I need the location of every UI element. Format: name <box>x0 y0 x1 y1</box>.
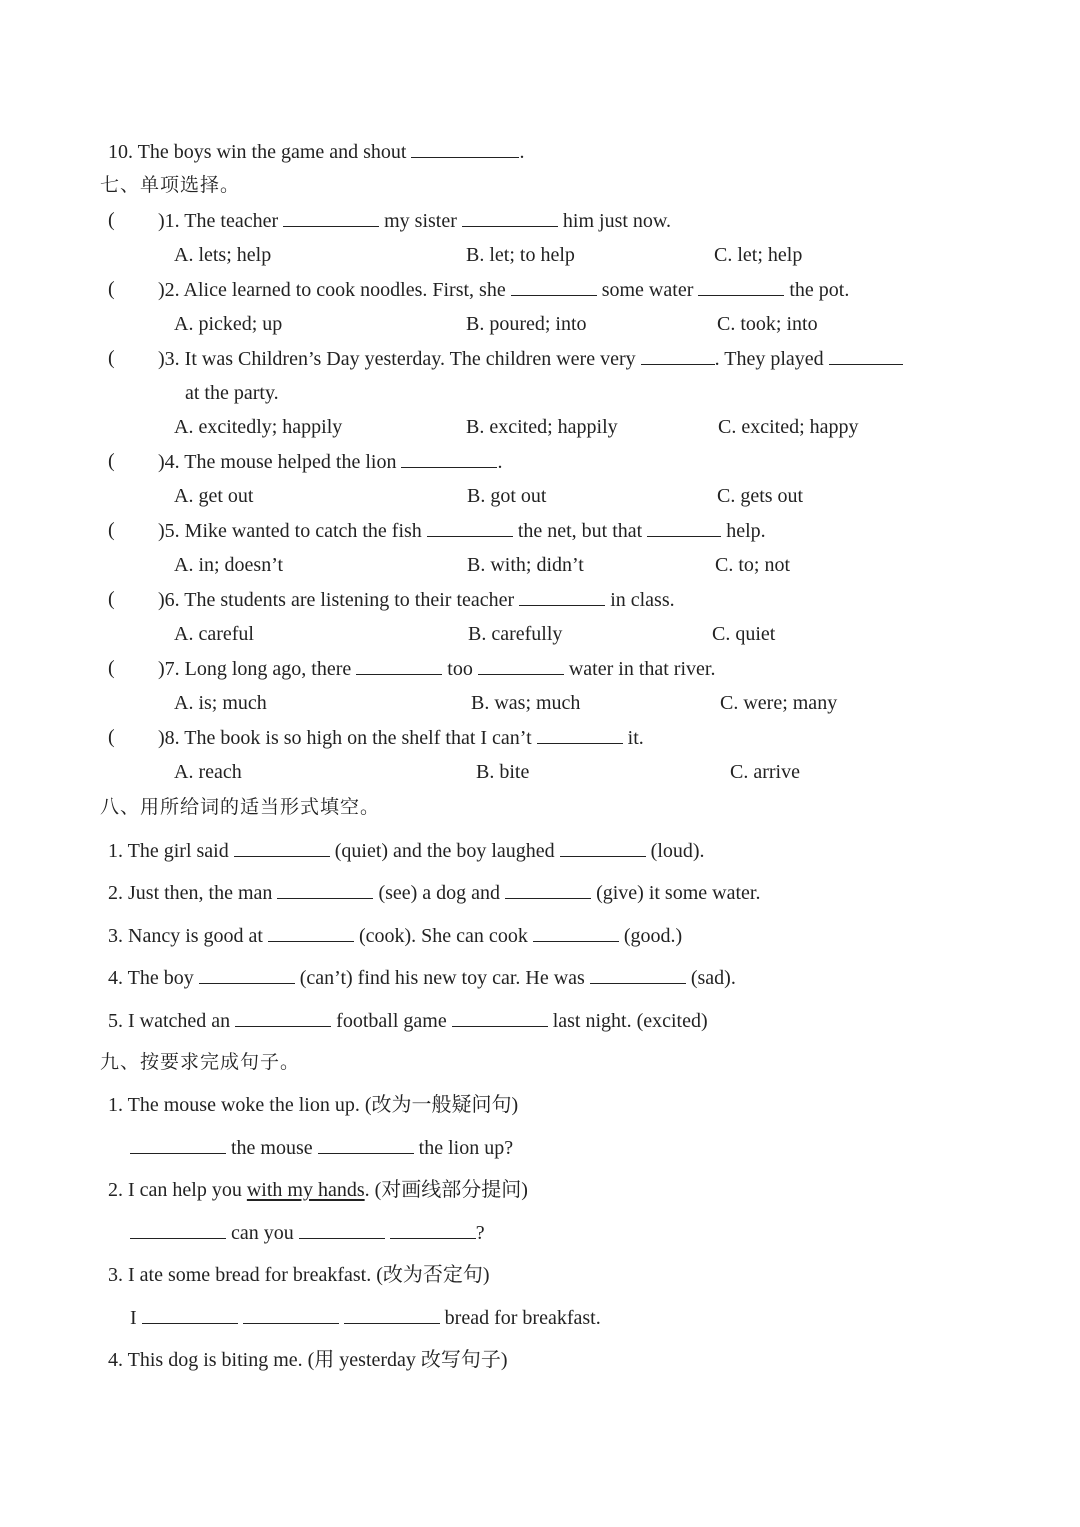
answer-blank[interactable] <box>268 923 354 942</box>
question-text: 2. I can help you <box>108 1179 247 1201</box>
answer-blank[interactable] <box>344 1305 440 1324</box>
question-text: )4. The mouse helped the lion <box>158 451 397 473</box>
answer-blank[interactable] <box>318 1135 414 1154</box>
item-text: 1. The girl said <box>108 840 229 862</box>
answer-text: bread for breakfast. <box>444 1307 601 1329</box>
answer-paren[interactable]: ( <box>108 209 115 231</box>
answer-blank[interactable] <box>130 1220 226 1239</box>
item-10-end: . <box>519 141 525 163</box>
question-text: in class. <box>610 589 675 611</box>
question-text: it. <box>627 727 644 749</box>
option-a[interactable]: A. in; doesn’t <box>174 554 284 576</box>
question-text: . They played <box>714 348 824 370</box>
option-c[interactable]: C. arrive <box>730 761 800 783</box>
section-9-title: 九、按要求完成句子。 <box>100 1051 301 1073</box>
answer-blank[interactable] <box>401 449 497 468</box>
option-b[interactable]: B. poured; into <box>466 313 587 335</box>
answer-blank[interactable] <box>235 1008 331 1027</box>
answer-blank[interactable] <box>519 587 605 606</box>
option-c[interactable]: C. quiet <box>712 623 776 645</box>
option-a[interactable]: A. get out <box>174 485 254 507</box>
item-text: (good.) <box>623 925 683 947</box>
answer-blank[interactable] <box>511 277 597 296</box>
question-3 <box>158 346 903 371</box>
answer-blank[interactable] <box>283 208 379 227</box>
rewrite-answer-3 <box>130 1305 601 1330</box>
answer-blank[interactable] <box>560 838 646 857</box>
question-text: )8. The book is so high on the shelf that I can’t <box>158 727 532 749</box>
answer-blank[interactable] <box>130 1135 226 1154</box>
rewrite-answer-2 <box>130 1220 485 1245</box>
answer-blank[interactable] <box>590 965 686 984</box>
answer-paren[interactable]: ( <box>108 347 115 369</box>
item-text: 4. The boy <box>108 967 194 989</box>
rewrite-item-2 <box>108 1178 528 1202</box>
answer-blank[interactable] <box>462 208 558 227</box>
question-text: )3. It was Children’s Day yesterday. The children were very <box>158 348 636 370</box>
answer-text: can you <box>231 1222 294 1244</box>
answer-blank[interactable] <box>533 923 619 942</box>
question-8 <box>158 725 644 750</box>
answer-blank[interactable] <box>698 277 784 296</box>
item-text: 2. Just then, the man <box>108 882 273 904</box>
question-text: help. <box>726 520 766 542</box>
answer-blank[interactable] <box>356 656 442 675</box>
answer-paren[interactable]: ( <box>108 588 115 610</box>
option-c[interactable]: C. to; not <box>715 554 791 576</box>
answer-blank[interactable] <box>299 1220 385 1239</box>
question-text: )7. Long long ago, there <box>158 658 352 680</box>
question-text: )2. Alice learned to cook noodles. First, she <box>158 279 506 301</box>
item-text: (cook). She can cook <box>358 925 528 947</box>
rewrite-answer-1 <box>130 1135 513 1160</box>
answer-blank[interactable] <box>411 139 519 158</box>
question-text: some water <box>601 279 694 301</box>
item-text: (give) it some water. <box>596 882 761 904</box>
option-a[interactable]: A. is; much <box>174 692 267 714</box>
fill-item-3 <box>108 923 682 948</box>
answer-blank[interactable] <box>641 346 715 365</box>
rewrite-item-4: 4. This dog is biting me. (用 yesterday 改写句子) <box>108 1349 508 1371</box>
option-b[interactable]: B. with; didn’t <box>467 554 584 576</box>
answer-paren[interactable]: ( <box>108 657 115 679</box>
answer-blank[interactable] <box>829 346 903 365</box>
question-1 <box>158 208 671 233</box>
section-8-title: 八、用所给词的适当形式填空。 <box>100 796 381 818</box>
fill-item-2 <box>108 880 760 905</box>
question-text: the net, but that <box>517 520 643 542</box>
option-b[interactable]: B. let; to help <box>466 244 575 266</box>
item-text: 5. I watched an <box>108 1010 231 1032</box>
fill-item-5 <box>108 1008 708 1033</box>
question-2 <box>158 277 849 302</box>
answer-blank[interactable] <box>537 725 623 744</box>
answer-blank[interactable] <box>452 1008 548 1027</box>
answer-blank[interactable] <box>647 518 721 537</box>
answer-blank[interactable] <box>142 1305 238 1324</box>
answer-blank[interactable] <box>390 1220 476 1239</box>
question-text: water in that river. <box>568 658 716 680</box>
option-a[interactable]: A. excitedly; happily <box>174 416 343 438</box>
option-a[interactable]: A. reach <box>174 761 242 783</box>
item-text: (quiet) and the boy laughed <box>334 840 555 862</box>
option-c[interactable]: C. excited; happy <box>718 416 859 438</box>
answer-blank[interactable] <box>199 965 295 984</box>
answer-paren[interactable]: ( <box>108 450 115 472</box>
question-text: )1. The teacher <box>158 210 279 232</box>
item-10-text: 10. The boys win the game and shout <box>108 141 407 163</box>
question-text: . <box>497 451 503 473</box>
answer-paren[interactable]: ( <box>108 726 115 748</box>
option-b[interactable]: B. excited; happily <box>466 416 618 438</box>
option-b[interactable]: B. was; much <box>471 692 581 714</box>
option-c[interactable]: C. were; many <box>720 692 838 714</box>
item-text: (sad). <box>690 967 736 989</box>
answer-blank[interactable] <box>277 880 373 899</box>
question-text: )5. Mike wanted to catch the fish <box>158 520 422 542</box>
item-text: (can’t) find his new toy car. He was <box>299 967 585 989</box>
question-text: . (对画线部分提问) <box>364 1179 528 1201</box>
item-text: football game <box>336 1010 447 1032</box>
question-4 <box>158 449 502 474</box>
item-text: 3. Nancy is good at <box>108 925 263 947</box>
question-text: my sister <box>384 210 457 232</box>
question-text: too <box>447 658 473 680</box>
item-text: last night. (excited) <box>552 1010 708 1032</box>
option-b[interactable]: B. bite <box>476 761 530 783</box>
question-3-continuation: at the party. <box>185 382 279 404</box>
answer-blank[interactable] <box>427 518 513 537</box>
question-5 <box>158 518 766 543</box>
answer-text: ? <box>475 1222 485 1244</box>
answer-text: the mouse <box>231 1137 313 1159</box>
question-text: him just now. <box>562 210 672 232</box>
item-10 <box>108 139 524 164</box>
answer-blank[interactable] <box>505 880 591 899</box>
option-a[interactable]: A. lets; help <box>174 244 272 266</box>
item-text: (see) a dog and <box>378 882 501 904</box>
fill-item-4 <box>108 965 736 990</box>
answer-blank[interactable] <box>234 838 330 857</box>
question-text: the pot. <box>789 279 850 301</box>
answer-paren[interactable]: ( <box>108 519 115 541</box>
answer-blank[interactable] <box>243 1305 339 1324</box>
option-b[interactable]: B. got out <box>467 485 547 507</box>
option-c[interactable]: C. let; help <box>714 244 803 266</box>
option-c[interactable]: C. gets out <box>717 485 804 507</box>
answer-blank[interactable] <box>478 656 564 675</box>
rewrite-item-3: 3. I ate some bread for breakfast. (改为否定句) <box>108 1264 490 1286</box>
option-b[interactable]: B. carefully <box>468 623 563 645</box>
item-text: (loud). <box>650 840 705 862</box>
answer-text: the lion up? <box>418 1137 514 1159</box>
answer-paren[interactable]: ( <box>108 278 115 300</box>
option-a[interactable]: A. picked; up <box>174 313 283 335</box>
question-text: )6. The students are listening to their teacher <box>158 589 515 611</box>
underlined-phrase: with my hands <box>246 1179 365 1201</box>
option-c[interactable]: C. took; into <box>717 313 818 335</box>
question-7 <box>158 656 715 681</box>
fill-item-1 <box>108 838 705 863</box>
section-7-title: 七、单项选择。 <box>100 174 241 196</box>
rewrite-item-1: 1. The mouse woke the lion up. (改为一般疑问句) <box>108 1094 519 1116</box>
option-a[interactable]: A. careful <box>174 623 254 645</box>
answer-text: I <box>130 1307 137 1329</box>
question-6 <box>158 587 675 612</box>
